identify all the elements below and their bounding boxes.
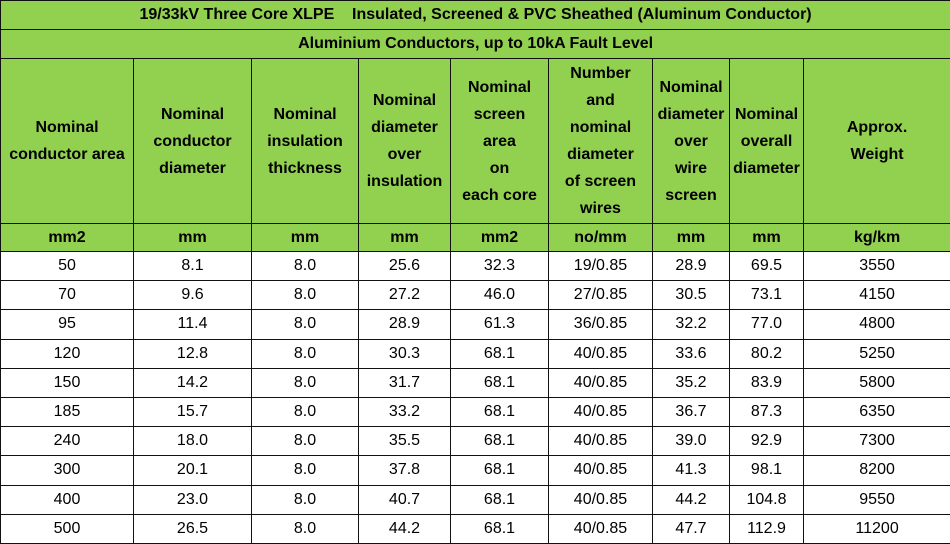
table-cell: 4150 [804,281,950,310]
unit-cell: mm [359,224,451,252]
table-cell: 20.1 [134,456,252,485]
table-cell: 185 [1,397,134,426]
column-header-row [1,59,950,224]
column-header-line: screen [665,186,717,204]
column-header [1,59,134,224]
table-cell: 8.0 [252,427,359,456]
table-row [1,456,950,485]
table-cell: 8.0 [252,310,359,339]
table-cell: 61.3 [451,310,549,339]
column-header-line: Weight [850,146,904,163]
column-header [804,59,950,224]
table-cell: 18.0 [134,427,252,456]
column-header-line: wires [580,200,621,217]
table-cell: 36.7 [653,397,730,426]
table-title: 19/33kV Three Core XLPE Insulated, Screened & PVC Sheathed (Aluminum Conductor) [1,1,950,30]
table-cell: 8.0 [252,252,359,281]
table-cell: 5800 [804,368,950,397]
column-header [451,59,549,224]
unit-cell: kg/km [804,224,950,252]
table-cell: 31.7 [359,368,451,397]
table-row [1,397,950,426]
table-cell: 28.9 [359,310,451,339]
table-cell: 68.1 [451,485,549,514]
table-cell: 68.1 [451,456,549,485]
table-cell: 8.0 [252,281,359,310]
column-header [252,59,359,224]
unit-cell: mm [730,224,804,252]
table-cell: 40/0.85 [549,456,653,485]
table-cell: 9.6 [134,281,252,310]
table-cell: 14.2 [134,368,252,397]
column-header-line: each core [462,186,537,204]
column-header-line: Nominal [35,119,99,136]
table-cell: 87.3 [730,397,804,426]
table-cell: 47.7 [653,514,730,543]
table-cell: 33.6 [653,339,730,368]
table-cell: 32.2 [653,310,730,339]
column-header-line: diameter [159,159,226,177]
column-header-line: diameter [657,105,725,123]
column-header-line: conductor [153,132,232,150]
table-cell: 104.8 [730,485,804,514]
table-cell: 19/0.85 [549,252,653,281]
table-row [1,485,950,514]
table-cell: 44.2 [359,514,451,543]
table-cell: 25.6 [359,252,451,281]
column-header-line: overall [740,132,793,150]
table-cell: 112.9 [730,514,804,543]
table-cell: 8.0 [252,368,359,397]
table-cell: 8.0 [252,456,359,485]
column-header-line: nominal [569,119,632,136]
table-cell: 80.2 [730,339,804,368]
column-header-line: conductor area [9,146,125,163]
unit-cell: no/mm [549,224,653,252]
table-cell: 50 [1,252,134,281]
table-cell: 83.9 [730,368,804,397]
table-cell: 30.5 [653,281,730,310]
unit-cell: mm2 [1,224,134,252]
column-header [653,59,730,224]
table-cell: 26.5 [134,514,252,543]
column-header-line: Nominal [273,105,337,123]
column-header-line: Nominal [734,105,799,123]
table-cell: 40/0.85 [549,397,653,426]
column-header-line: insulation [267,132,343,150]
table-cell: 32.3 [451,252,549,281]
table-cell: 11200 [804,514,950,543]
table-cell: 28.9 [653,252,730,281]
table-cell: 35.5 [359,427,451,456]
table-cell: 8.0 [252,397,359,426]
column-header-line: and [586,92,615,109]
table-cell: 40/0.85 [549,368,653,397]
table-cell: 68.1 [451,514,549,543]
table-cell: 500 [1,514,134,543]
table-cell: 33.2 [359,397,451,426]
table-cell: 40/0.85 [549,427,653,456]
table-cell: 73.1 [730,281,804,310]
unit-cell: mm2 [451,224,549,252]
column-header-line: area [483,132,516,150]
column-header-line: Approx. [846,119,908,136]
table-cell: 68.1 [451,339,549,368]
column-header [134,59,252,224]
table-body [1,252,950,544]
table-cell: 40/0.85 [549,485,653,514]
table-cell: 40/0.85 [549,339,653,368]
table-cell: 23.0 [134,485,252,514]
table-row [1,281,950,310]
unit-cell: mm [252,224,359,252]
table-cell: 150 [1,368,134,397]
table-cell: 30.3 [359,339,451,368]
unit-cell: mm [653,224,730,252]
table-cell: 9550 [804,485,950,514]
table-subtitle: Aluminium Conductors, up to 10kA Fault Level [1,30,950,59]
column-header-line: Nominal [659,78,723,96]
unit-row [1,224,950,252]
column-header-line: of screen [564,173,637,190]
table-cell: 46.0 [451,281,549,310]
table-cell: 35.2 [653,368,730,397]
table-cell: 3550 [804,252,950,281]
table-cell: 300 [1,456,134,485]
table-cell: 6350 [804,397,950,426]
table-cell: 8.0 [252,485,359,514]
unit-cell: mm [134,224,252,252]
table-cell: 69.5 [730,252,804,281]
column-header-line: Nominal [467,78,532,96]
table-cell: 40.7 [359,485,451,514]
table-row [1,427,950,456]
column-header-line: over [674,132,708,150]
column-header-line: over [387,146,422,163]
table-cell: 8.0 [252,339,359,368]
table-row [1,514,950,543]
table-cell: 41.3 [653,456,730,485]
table-cell: 27.2 [359,281,451,310]
column-header-line: wire [674,159,707,177]
table-cell: 5250 [804,339,950,368]
table-cell: 11.4 [134,310,252,339]
table-row [1,310,950,339]
column-header-line: Nominal [372,92,437,109]
column-header-line: diameter [567,146,634,163]
table-cell: 7300 [804,427,950,456]
table-cell: 40/0.85 [549,514,653,543]
table-cell: 68.1 [451,397,549,426]
table-cell: 68.1 [451,427,549,456]
table-cell: 120 [1,339,134,368]
table-cell: 77.0 [730,310,804,339]
table-cell: 68.1 [451,368,549,397]
table-cell: 400 [1,485,134,514]
table-cell: 70 [1,281,134,310]
column-header-line: diameter [733,159,800,177]
table-cell: 12.8 [134,339,252,368]
column-header-line: thickness [268,159,342,177]
column-header-line: insulation [366,173,443,190]
column-header-line: screen [473,105,526,123]
table-cell: 15.7 [134,397,252,426]
column-header-line: diameter [371,119,438,136]
table-cell: 44.2 [653,485,730,514]
table-cell: 98.1 [730,456,804,485]
column-header [730,59,804,224]
table-cell: 8.0 [252,514,359,543]
title-row [1,1,950,30]
subtitle-row [1,30,950,59]
table-row [1,368,950,397]
table-cell: 39.0 [653,427,730,456]
column-header-line: on [489,159,510,177]
table-row [1,252,950,281]
table-cell: 8200 [804,456,950,485]
table-cell: 37.8 [359,456,451,485]
table-row [1,339,950,368]
table-cell: 8.1 [134,252,252,281]
table-cell: 4800 [804,310,950,339]
column-header [549,59,653,224]
column-header-line: Number [570,65,631,82]
table-cell: 95 [1,310,134,339]
table-cell: 240 [1,427,134,456]
column-header [359,59,451,224]
table-cell: 36/0.85 [549,310,653,339]
table-cell: 92.9 [730,427,804,456]
column-header-line: Nominal [160,105,225,123]
table-cell: 27/0.85 [549,281,653,310]
